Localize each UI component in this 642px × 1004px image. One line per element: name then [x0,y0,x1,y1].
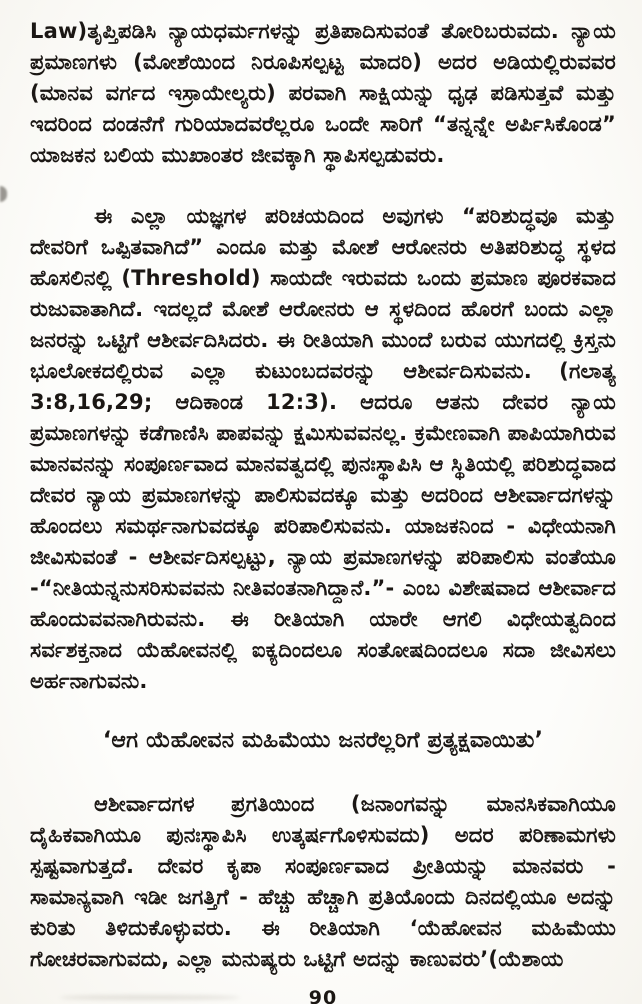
paragraph-sacrifices: ಈ ಎಲ್ಲಾ ಯಜ್ಞಗಳ ಪರಿಚಯದಿಂದ ಅವುಗಳು “ಪರಿಶುದ್ಧವೂ ಮತ್ತು ದೇವರಿಗೆ ಒಪ್ಪಿತವಾಗಿದೆ” ಎಂದೂ ಮತ್ತು ಮೋಶೆ ಆರೋನರು ಅತಿಪರಿಶುದ್ಧ ಸ್ಥಳದ ಹೊಸಲಿನಲ್ಲಿ (Threshold) ಸಾಯದೇ ಇರುವದು ಒಂದು ಪ್ರಮಾಣ ಪೂರಕವಾದ ರುಜುವಾತಾಗಿದೆ. ಇದಲ್ಲದೆ ಮೋಶೆ ಆರೋನರು ಆ ಸ್ಥಳದಿಂದ ಹೊರಗೆ ಬಂದು ಎಲ್ಲಾ ಜನರನ್ನು ಒಟ್ಟಿಗೆ ಆಶೀರ್ವದಿಸಿದರು. ಈ ರೀತಿಯಾಗಿ ಮುಂದೆ ಬರುವ ಯುಗದಲ್ಲಿ ಕ್ರಿಸ್ತನು ಭೂಲೋಕದಲ್ಲಿರುವ ಎಲ್ಲಾ ಕುಟುಂಬದವರನ್ನು ಆಶೀರ್ವದಿಸುವನು. (ಗಲಾತ್ಯ 3:8,16,29; ಆದಿಕಾಂಡ 12:3). ಆದರೂ ಆತನು ದೇವರ ನ್ಯಾಯ ಪ್ರಮಾಣಗಳನ್ನು ಕಡೆಗಾಣಿಸಿ ಪಾಪವನ್ನು ಕ್ಷಮಿಸುವವನಲ್ಲ. ಕ್ರಮೇಣವಾಗಿ ಪಾಪಿಯಾಗಿರುವ ಮಾನವನನ್ನು ಸಂಪೂರ್ಣವಾದ ಮಾನವತ್ವದಲ್ಲಿ ಪುನಃಸ್ಥಾಪಿಸಿ ಆ ಸ್ಥಿತಿಯಲ್ಲಿ ಪರಿಶುದ್ಧವಾದ ದೇವರ ನ್ಯಾಯ ಪ್ರಮಾಣಗಳನ್ನು ಪಾಲಿಸುವದಕ್ಕೂ ಮತ್ತು ಅದರಿಂದ ಆಶೀರ್ವಾದಗಳನ್ನು ಹೊಂದಲು ಸಮರ್ಥನಾಗುವದಕ್ಕೂ ಪರಿಪಾಲಿಸುವನು. ಯಾಜಕನಿಂದ - ವಿಧೇಯನಾಗಿ ಜೀವಿಸುವಂತೆ - ಆಶೀರ್ವದಿಸಲ್ಪಟ್ಟು, ನ್ಯಾಯ ಪ್ರಮಾಣಗಳನ್ನು ಪರಿಪಾಲಿಸು ವಂತೆಯೂ -“ನೀತಿಯನ್ನನುಸರಿಸುವವನು ನೀತಿವಂತನಾಗಿದ್ದಾನೆ.”- ಎಂಬ ವಿಶೇಷವಾದ ಆಶೀರ್ವಾದ ಹೊಂದುವವನಾಗಿರುವನು. ಈ ರೀತಿಯಾಗಿ ಯಾರೇ ಆಗಲಿ ವಿಧೇಯತ್ವದಿಂದ ಸರ್ವಶಕ್ತನಾದ ಯೆಹೋವನಲ್ಲಿ ಐಕ್ಯದಿಂದಲೂ ಸಂತೋಷದಿಂದಲೂ ಸದಾ ಜೀವಿಸಲು ಅರ್ಹನಾಗುವನು. [30,204,616,693]
section-heading: ‘ಆಗ ಯೆಹೋವನ ಮಹಿಮೆಯು ಜನರೆಲ್ಲರಿಗೆ ಪ್ರತ್ಯಕ್ಷವಾಯಿತು’ [102,728,544,753]
paragraph-blessings: ಆಶೀರ್ವಾದಗಳ ಪ್ರಗತಿಯಿಂದ (ಜನಾಂಗವನ್ನು ಮಾನಸಿಕವಾಗಿಯೂ ದೈಹಿಕವಾಗಿಯೂ ಪುನಃಸ್ಥಾಪಿಸಿ ಉತ್ಕರ್ಷಗೊಳಿಸುವದು) ಅದರ ಪರಿಣಾಮಗಳು ಸ್ಪಷ್ಟವಾಗುತ್ತದೆ. ದೇವರ ಕೃಪಾ ಸಂಪೂರ್ಣವಾದ ಪ್ರೀತಿಯನ್ನು ಮಾನವರು - ಸಾಮಾನ್ಯವಾಗಿ ಇಡೀ ಜಗತ್ತಿಗೆ - ಹೆಚ್ಚು ಹೆಚ್ಚಾಗಿ ಪ್ರತಿಯೊಂದು ದಿನದಲ್ಲಿಯೂ ಅದನ್ನು ಕುರಿತು ತಿಳಿದುಕೊಳ್ಳುವರು. ಈ ರೀತಿಯಾಗಿ ‘ಯೆಹೋವನ ಮಹಿಮೆಯು ಗೋಚರವಾಗುವದು, ಎಲ್ಲಾ ಮನುಷ್ಯರು ಒಟ್ಟಿಗೆ ಅದನ್ನು ಕಾಣುವರು’(ಯೆಶಾಯ [30,792,616,971]
scan-artifact [60,995,240,1000]
page-number: 90 [308,987,338,1004]
paragraph-continued-from-previous-page: Law)ತೃಪ್ತಿಪಡಿಸಿ ನ್ಯಾಯಧರ್ಮಗಳನ್ನು ಪ್ರತಿಪಾದಿಸುವಂತೆ ತೋರಿಬರುವದು. ನ್ಯಾಯ ಪ್ರಮಾಣಗಳು (ಮೋಶೆಯಿಂದ ನಿರೂಪಿಸಲ್ಪಟ್ಟ ಮಾದರಿ) ಅದರ ಅಡಿಯಲ್ಲಿರುವವರ (ಮಾನವ ವರ್ಗದ ಇಸ್ರಾಯೇಲ್ಯರು) ಪರವಾಗಿ ಸಾಕ್ಷಿಯನ್ನು ಧೃಢ ಪಡಿಸುತ್ತವೆ ಮತ್ತು ಇದರಿಂದ ದಂಡನೆಗೆ ಗುರಿಯಾದವರೆಲ್ಲರೂ ಒಂದೇ ಸಾರಿಗೆ “ತನ್ನನ್ನೇ ಅರ್ಪಿಸಿಕೊಂಡ” ಯಾಜಕನ ಬಲಿಯ ಮುಖಾಂತರ ಜೀವಕ್ಕಾಗಿ ಸ್ಥಾಪಿಸಲ್ಪಡುವರು. [30,19,616,167]
scan-artifact [0,186,7,202]
